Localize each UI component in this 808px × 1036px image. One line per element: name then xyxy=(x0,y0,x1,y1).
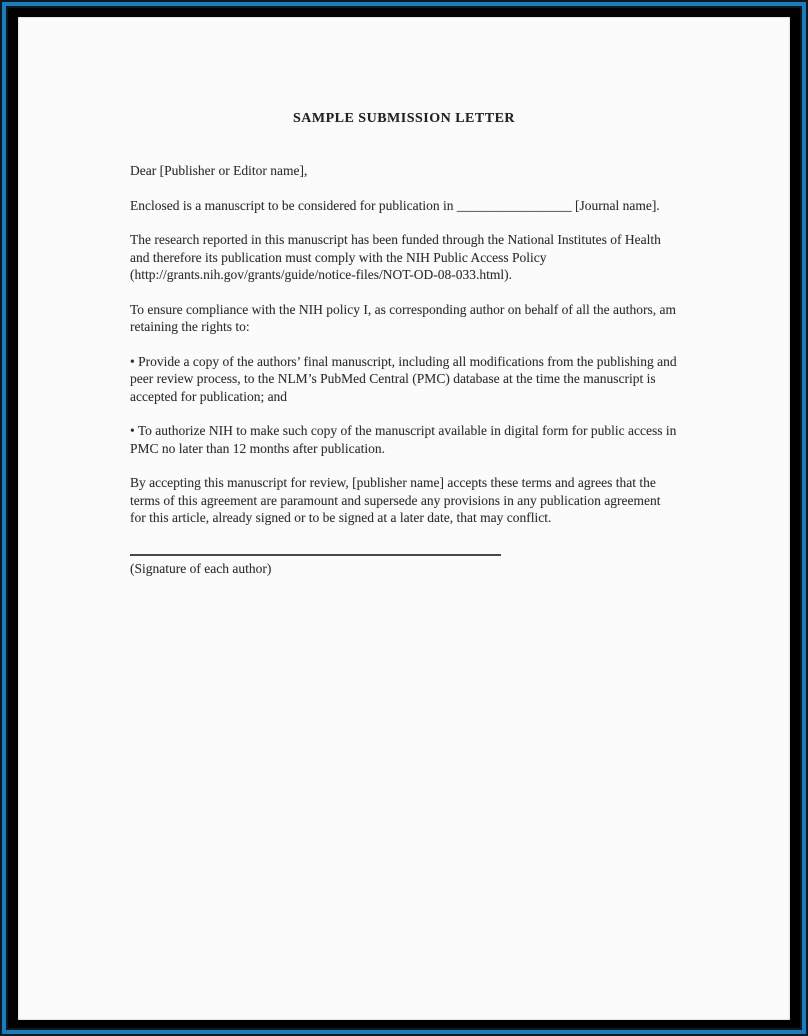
letter-body xyxy=(130,110,678,577)
blue-border xyxy=(2,2,806,1034)
letter-title: SAMPLE SUBMISSION LETTER xyxy=(292,111,516,126)
paragraph-journal-blank: Enclosed is a manuscript to be considered for publication in _________________ [Journal name]. xyxy=(130,197,660,213)
inner-border-line xyxy=(6,6,802,1030)
signature-line xyxy=(130,554,501,556)
paragraph-compliance-intro: To ensure compliance with the NIH policy I, as corresponding author on behalf of all the authors, am retaining the rights to: xyxy=(130,301,677,334)
paragraph-acceptance-terms: By accepting this manuscript for review, [publisher name] accepts these terms and agrees that the terms of this agreement are paramount and supersede any provisions in any publication agreement for this article, already signed or to be signed at a later date, that may conflict. xyxy=(130,475,661,525)
salutation: Dear [Publisher or Editor name], xyxy=(130,163,308,178)
black-mat xyxy=(8,8,800,1028)
bullet-authorize-nih: • To authorize NIH to make such copy of the manuscript available in digital form for public access in PMC no later than 12 months after publication. xyxy=(130,423,677,456)
bullet-provide-copy: • Provide a copy of the authors’ final manuscript, including all modifications from the publishing and peer review process, to the NLM’s PubMed Central (PMC) database at the time the manuscript is accepted for publication; and xyxy=(130,353,677,404)
signature-caption: (Signature of each author) xyxy=(130,560,272,576)
paragraph-nih-funding: The research reported in this manuscript has been funded through the National Institutes of Health and therefore its publication must comply with the NIH Public Access Policy (http://grants.nih.gov/grants/guide/notice-files/NOT-OD-08-033.html). xyxy=(130,232,661,282)
letter-page xyxy=(18,17,790,1020)
